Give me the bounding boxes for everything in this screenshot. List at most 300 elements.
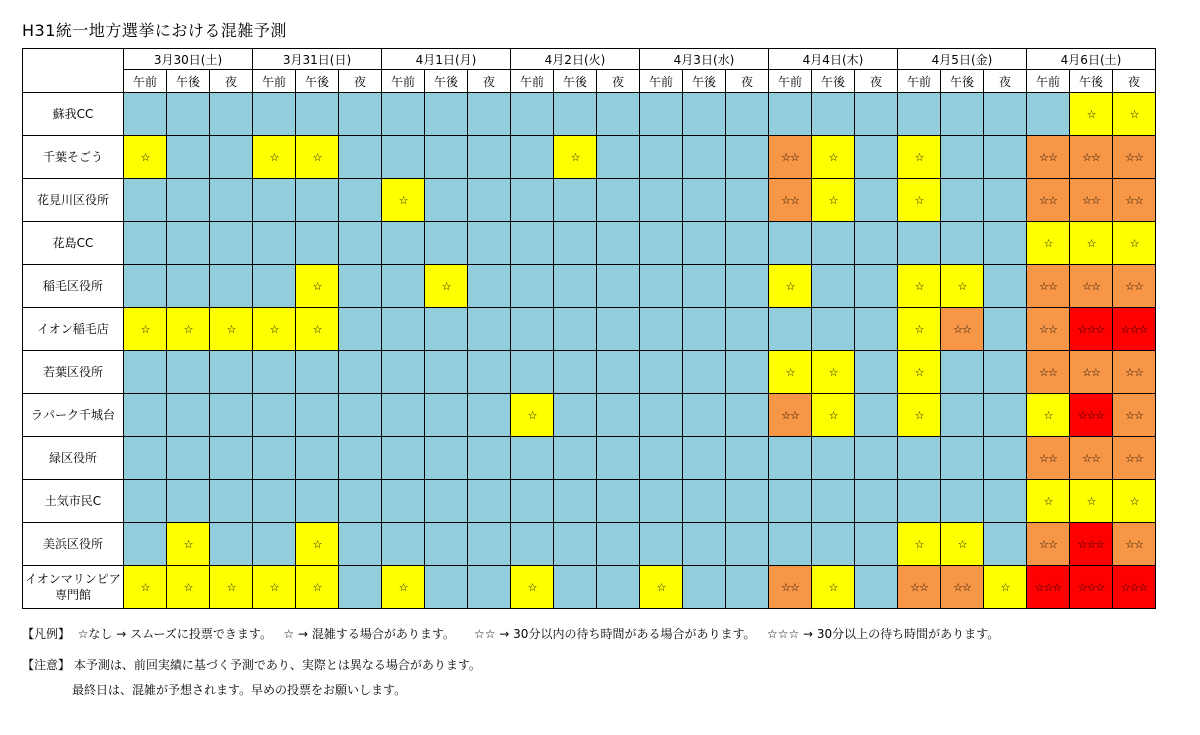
- forecast-cell: [726, 394, 769, 437]
- forecast-cell: [511, 222, 554, 265]
- notice: [22, 656, 481, 673]
- forecast-cell: [683, 437, 726, 480]
- forecast-cell: [425, 437, 468, 480]
- forecast-cell: [210, 93, 253, 136]
- forecast-cell: [382, 222, 425, 265]
- forecast-cell: [339, 566, 382, 609]
- forecast-cell: [210, 351, 253, 394]
- forecast-cell: [554, 394, 597, 437]
- forecast-cell: [511, 136, 554, 179]
- forecast-cell: [683, 93, 726, 136]
- forecast-cell: [726, 265, 769, 308]
- forecast-cell: ☆: [124, 136, 167, 179]
- forecast-cell: [941, 351, 984, 394]
- forecast-cell: ☆: [167, 308, 210, 351]
- forecast-cell: [597, 93, 640, 136]
- forecast-cell: [554, 265, 597, 308]
- slot-header: 夜: [210, 70, 253, 93]
- forecast-cell: ☆: [812, 179, 855, 222]
- forecast-cell: ☆: [1113, 93, 1156, 136]
- slot-header: 夜: [984, 70, 1027, 93]
- forecast-cell: [468, 480, 511, 523]
- forecast-cell: ☆: [984, 566, 1027, 609]
- forecast-cell: [296, 394, 339, 437]
- forecast-cell: [898, 437, 941, 480]
- forecast-cell: [597, 566, 640, 609]
- forecast-cell: ☆☆☆: [1113, 308, 1156, 351]
- slot-header-row: [23, 70, 1156, 93]
- forecast-cell: [210, 480, 253, 523]
- forecast-cell: [855, 222, 898, 265]
- forecast-cell: [898, 480, 941, 523]
- slot-header: 夜: [597, 70, 640, 93]
- forecast-cell: ☆: [210, 308, 253, 351]
- forecast-cell: [597, 308, 640, 351]
- forecast-cell: [468, 437, 511, 480]
- forecast-cell: ☆: [1113, 480, 1156, 523]
- day-header: 4月3日(水): [640, 49, 769, 70]
- forecast-cell: [984, 179, 1027, 222]
- forecast-cell: [124, 93, 167, 136]
- forecast-cell: [855, 265, 898, 308]
- slot-header: 午後: [296, 70, 339, 93]
- forecast-cell: [855, 308, 898, 351]
- forecast-cell: [898, 93, 941, 136]
- forecast-cell: ☆: [296, 308, 339, 351]
- forecast-cell: [339, 222, 382, 265]
- forecast-cell: ☆: [1070, 222, 1113, 265]
- forecast-cell: [425, 566, 468, 609]
- forecast-cell: [167, 480, 210, 523]
- forecast-cell: [511, 437, 554, 480]
- forecast-cell: ☆: [1070, 480, 1113, 523]
- forecast-cell: [253, 394, 296, 437]
- forecast-cell: [640, 265, 683, 308]
- forecast-cell: [984, 308, 1027, 351]
- forecast-cell: [597, 351, 640, 394]
- forecast-cell: [339, 523, 382, 566]
- forecast-cell: [210, 265, 253, 308]
- location-label: 蘇我CC: [23, 93, 124, 136]
- forecast-cell: [425, 351, 468, 394]
- forecast-cell: [124, 437, 167, 480]
- slot-header: 夜: [726, 70, 769, 93]
- table-row: [23, 566, 1156, 609]
- forecast-cell: ☆☆: [1113, 136, 1156, 179]
- forecast-cell: [726, 480, 769, 523]
- forecast-cell: ☆☆☆: [1027, 566, 1070, 609]
- forecast-cell: [984, 351, 1027, 394]
- forecast-cell: [597, 136, 640, 179]
- slot-header: 午前: [898, 70, 941, 93]
- forecast-cell: [124, 394, 167, 437]
- forecast-cell: [339, 394, 382, 437]
- forecast-cell: [554, 523, 597, 566]
- forecast-cell: [167, 265, 210, 308]
- table-row: [23, 394, 1156, 437]
- table-row: [23, 308, 1156, 351]
- forecast-cell: [597, 437, 640, 480]
- forecast-cell: [468, 136, 511, 179]
- day-header: 3月31日(日): [253, 49, 382, 70]
- forecast-cell: [382, 437, 425, 480]
- forecast-cell: [425, 394, 468, 437]
- day-header: 3月30日(土): [124, 49, 253, 70]
- location-label: 花島CC: [23, 222, 124, 265]
- slot-header: 午後: [1070, 70, 1113, 93]
- forecast-cell: ☆☆: [1070, 437, 1113, 480]
- forecast-cell: ☆: [253, 566, 296, 609]
- forecast-cell: [726, 136, 769, 179]
- forecast-cell: [210, 179, 253, 222]
- forecast-cell: [812, 93, 855, 136]
- forecast-cell: [769, 308, 812, 351]
- forecast-cell: [382, 93, 425, 136]
- forecast-cell: ☆: [898, 265, 941, 308]
- forecast-cell: [554, 222, 597, 265]
- notice-label: 【注意】: [22, 658, 71, 672]
- forecast-cell: ☆☆: [1113, 394, 1156, 437]
- forecast-cell: [554, 437, 597, 480]
- forecast-cell: [210, 437, 253, 480]
- forecast-cell: [124, 265, 167, 308]
- forecast-cell: ☆: [167, 523, 210, 566]
- forecast-cell: [640, 93, 683, 136]
- forecast-cell: [640, 136, 683, 179]
- forecast-cell: ☆☆☆: [1070, 523, 1113, 566]
- forecast-cell: [167, 394, 210, 437]
- table-row: [23, 93, 1156, 136]
- forecast-cell: [941, 222, 984, 265]
- forecast-cell: [640, 480, 683, 523]
- forecast-cell: [941, 136, 984, 179]
- forecast-cell: [597, 523, 640, 566]
- forecast-cell: [769, 437, 812, 480]
- forecast-cell: ☆: [941, 523, 984, 566]
- forecast-cell: ☆: [898, 179, 941, 222]
- forecast-cell: [468, 394, 511, 437]
- forecast-cell: [554, 179, 597, 222]
- forecast-cell: ☆☆: [1113, 179, 1156, 222]
- forecast-cell: ☆: [1113, 222, 1156, 265]
- table-row: [23, 523, 1156, 566]
- forecast-cell: [941, 179, 984, 222]
- forecast-cell: [812, 480, 855, 523]
- forecast-cell: ☆☆: [1027, 136, 1070, 179]
- forecast-cell: ☆☆: [1070, 136, 1113, 179]
- table-row: [23, 265, 1156, 308]
- forecast-cell: [124, 351, 167, 394]
- forecast-cell: [640, 437, 683, 480]
- forecast-cell: [339, 179, 382, 222]
- forecast-cell: [425, 179, 468, 222]
- forecast-cell: [554, 308, 597, 351]
- forecast-cell: ☆☆: [941, 308, 984, 351]
- forecast-cell: ☆: [382, 566, 425, 609]
- slot-header: 午前: [124, 70, 167, 93]
- day-header: 4月1日(月): [382, 49, 511, 70]
- forecast-cell: [382, 523, 425, 566]
- day-header: 4月5日(金): [898, 49, 1027, 70]
- table-row: [23, 437, 1156, 480]
- forecast-cell: [941, 437, 984, 480]
- forecast-cell: [339, 351, 382, 394]
- forecast-cell: [640, 179, 683, 222]
- forecast-cell: [597, 480, 640, 523]
- location-label: ラパーク千城台: [23, 394, 124, 437]
- legend-item-none: ☆なし → スムーズに投票できます。: [77, 627, 272, 641]
- forecast-cell: ☆☆: [1113, 437, 1156, 480]
- slot-header: 夜: [855, 70, 898, 93]
- location-label: 美浜区役所: [23, 523, 124, 566]
- forecast-cell: ☆: [511, 394, 554, 437]
- forecast-cell: ☆: [812, 394, 855, 437]
- forecast-cell: [726, 222, 769, 265]
- forecast-cell: [425, 93, 468, 136]
- forecast-cell: [726, 351, 769, 394]
- slot-header: 午前: [382, 70, 425, 93]
- forecast-cell: [683, 136, 726, 179]
- table-row: [23, 222, 1156, 265]
- forecast-cell: [554, 93, 597, 136]
- forecast-cell: ☆: [812, 566, 855, 609]
- forecast-cell: [425, 308, 468, 351]
- forecast-cell: [253, 93, 296, 136]
- forecast-cell: [511, 308, 554, 351]
- congestion-table: [22, 48, 1156, 609]
- slot-header: 午前: [640, 70, 683, 93]
- forecast-cell: [425, 480, 468, 523]
- forecast-cell: [511, 523, 554, 566]
- forecast-cell: ☆: [296, 136, 339, 179]
- forecast-cell: [339, 480, 382, 523]
- forecast-cell: [468, 265, 511, 308]
- forecast-cell: [683, 394, 726, 437]
- forecast-cell: [511, 480, 554, 523]
- forecast-cell: [253, 179, 296, 222]
- forecast-cell: [812, 437, 855, 480]
- corner-cell: [23, 49, 124, 93]
- forecast-cell: [984, 523, 1027, 566]
- forecast-cell: [167, 222, 210, 265]
- forecast-cell: ☆: [898, 394, 941, 437]
- forecast-cell: [253, 265, 296, 308]
- forecast-cell: ☆: [769, 351, 812, 394]
- forecast-cell: [468, 351, 511, 394]
- notice-line-1: 本予測は、前回実績に基づく予測であり、実際とは異なる場合があります。: [73, 658, 481, 672]
- forecast-cell: [425, 523, 468, 566]
- forecast-cell: ☆: [898, 308, 941, 351]
- forecast-cell: [984, 480, 1027, 523]
- forecast-cell: ☆: [1070, 93, 1113, 136]
- forecast-cell: [855, 437, 898, 480]
- forecast-cell: [812, 308, 855, 351]
- forecast-cell: ☆: [898, 136, 941, 179]
- forecast-cell: ☆: [898, 351, 941, 394]
- forecast-cell: ☆: [167, 566, 210, 609]
- forecast-cell: [382, 480, 425, 523]
- forecast-cell: ☆☆☆: [1113, 566, 1156, 609]
- forecast-cell: [855, 179, 898, 222]
- location-label: 土気市民C: [23, 480, 124, 523]
- forecast-cell: [769, 523, 812, 566]
- location-label: イオンマリンピア 専門館: [23, 566, 124, 609]
- forecast-cell: [382, 308, 425, 351]
- forecast-cell: [296, 222, 339, 265]
- legend: [22, 625, 999, 642]
- notice-line-2: 最終日は、混雑が予想されます。早めの投票をお願いします。: [72, 683, 407, 697]
- table-row: [23, 179, 1156, 222]
- table-row: [23, 351, 1156, 394]
- location-label: 千葉そごう: [23, 136, 124, 179]
- forecast-cell: [167, 136, 210, 179]
- forecast-cell: [253, 523, 296, 566]
- forecast-cell: [683, 351, 726, 394]
- slot-header: 夜: [1113, 70, 1156, 93]
- forecast-cell: ☆: [640, 566, 683, 609]
- forecast-cell: [855, 93, 898, 136]
- slot-header: 午後: [812, 70, 855, 93]
- forecast-cell: ☆☆: [1113, 265, 1156, 308]
- forecast-cell: [812, 222, 855, 265]
- forecast-cell: [726, 308, 769, 351]
- table-body: [23, 93, 1156, 609]
- forecast-cell: [984, 93, 1027, 136]
- slot-header: 午前: [253, 70, 296, 93]
- forecast-cell: [167, 93, 210, 136]
- forecast-cell: ☆: [382, 179, 425, 222]
- forecast-cell: [382, 265, 425, 308]
- forecast-cell: ☆☆: [1113, 351, 1156, 394]
- forecast-cell: [726, 179, 769, 222]
- legend-item-two: ☆☆ → 30分以内の待ち時間がある場合があります。: [473, 627, 756, 641]
- forecast-cell: [124, 222, 167, 265]
- forecast-cell: [210, 523, 253, 566]
- forecast-cell: [382, 394, 425, 437]
- forecast-cell: ☆: [210, 566, 253, 609]
- forecast-cell: [726, 437, 769, 480]
- slot-header: 午後: [425, 70, 468, 93]
- forecast-cell: [253, 222, 296, 265]
- forecast-cell: ☆: [253, 308, 296, 351]
- forecast-cell: [812, 265, 855, 308]
- forecast-cell: [683, 480, 726, 523]
- forecast-cell: ☆: [253, 136, 296, 179]
- forecast-cell: [124, 179, 167, 222]
- forecast-cell: [468, 179, 511, 222]
- slot-header: 午後: [941, 70, 984, 93]
- forecast-cell: ☆☆: [1113, 523, 1156, 566]
- forecast-cell: ☆☆: [898, 566, 941, 609]
- forecast-cell: [941, 93, 984, 136]
- forecast-cell: ☆: [554, 136, 597, 179]
- forecast-cell: [898, 222, 941, 265]
- slot-header: 午後: [554, 70, 597, 93]
- location-label: イオン稲毛店: [23, 308, 124, 351]
- forecast-cell: [683, 308, 726, 351]
- forecast-cell: [640, 222, 683, 265]
- forecast-cell: [640, 523, 683, 566]
- forecast-cell: [167, 437, 210, 480]
- forecast-cell: [296, 437, 339, 480]
- forecast-cell: ☆: [1027, 394, 1070, 437]
- forecast-cell: [167, 179, 210, 222]
- forecast-cell: ☆: [296, 566, 339, 609]
- forecast-cell: ☆: [812, 351, 855, 394]
- forecast-cell: [812, 523, 855, 566]
- forecast-cell: ☆: [941, 265, 984, 308]
- forecast-cell: ☆: [425, 265, 468, 308]
- forecast-cell: [253, 480, 296, 523]
- forecast-cell: ☆☆: [941, 566, 984, 609]
- forecast-cell: [468, 566, 511, 609]
- forecast-cell: [597, 394, 640, 437]
- forecast-cell: [855, 523, 898, 566]
- forecast-cell: [339, 308, 382, 351]
- location-label: 稲毛区役所: [23, 265, 124, 308]
- forecast-cell: [124, 480, 167, 523]
- forecast-cell: [597, 179, 640, 222]
- forecast-cell: [296, 179, 339, 222]
- forecast-cell: [339, 437, 382, 480]
- day-header-row: [23, 49, 1156, 70]
- legend-item-three: ☆☆☆ → 30分以上の待ち時間があります。: [766, 627, 1000, 641]
- forecast-cell: [726, 566, 769, 609]
- forecast-cell: [468, 308, 511, 351]
- forecast-cell: [683, 265, 726, 308]
- forecast-cell: [683, 179, 726, 222]
- forecast-cell: [640, 394, 683, 437]
- forecast-cell: [296, 480, 339, 523]
- forecast-cell: [339, 93, 382, 136]
- forecast-cell: [1027, 93, 1070, 136]
- forecast-cell: ☆☆: [1027, 265, 1070, 308]
- forecast-cell: [468, 523, 511, 566]
- forecast-cell: ☆☆: [1027, 523, 1070, 566]
- table-row: [23, 136, 1156, 179]
- forecast-cell: [855, 394, 898, 437]
- forecast-cell: [855, 136, 898, 179]
- forecast-cell: [640, 308, 683, 351]
- forecast-cell: [210, 136, 253, 179]
- forecast-cell: [124, 523, 167, 566]
- forecast-cell: ☆: [769, 265, 812, 308]
- forecast-cell: [468, 93, 511, 136]
- forecast-cell: [210, 222, 253, 265]
- forecast-cell: [984, 437, 1027, 480]
- forecast-cell: [726, 93, 769, 136]
- forecast-cell: [511, 93, 554, 136]
- forecast-cell: [511, 265, 554, 308]
- legend-item-one: ☆ → 混雑する場合があります。: [283, 627, 455, 641]
- forecast-cell: ☆: [1027, 222, 1070, 265]
- forecast-cell: [210, 394, 253, 437]
- forecast-cell: ☆☆: [769, 566, 812, 609]
- slot-header: 午後: [683, 70, 726, 93]
- forecast-cell: [726, 523, 769, 566]
- forecast-cell: [382, 351, 425, 394]
- forecast-cell: [683, 222, 726, 265]
- location-label: 若葉区役所: [23, 351, 124, 394]
- forecast-cell: [984, 136, 1027, 179]
- forecast-cell: [468, 222, 511, 265]
- table-row: [23, 480, 1156, 523]
- forecast-cell: ☆☆: [769, 394, 812, 437]
- forecast-cell: ☆☆☆: [1070, 308, 1113, 351]
- forecast-cell: ☆: [296, 523, 339, 566]
- forecast-cell: [554, 480, 597, 523]
- forecast-cell: ☆☆: [1070, 265, 1113, 308]
